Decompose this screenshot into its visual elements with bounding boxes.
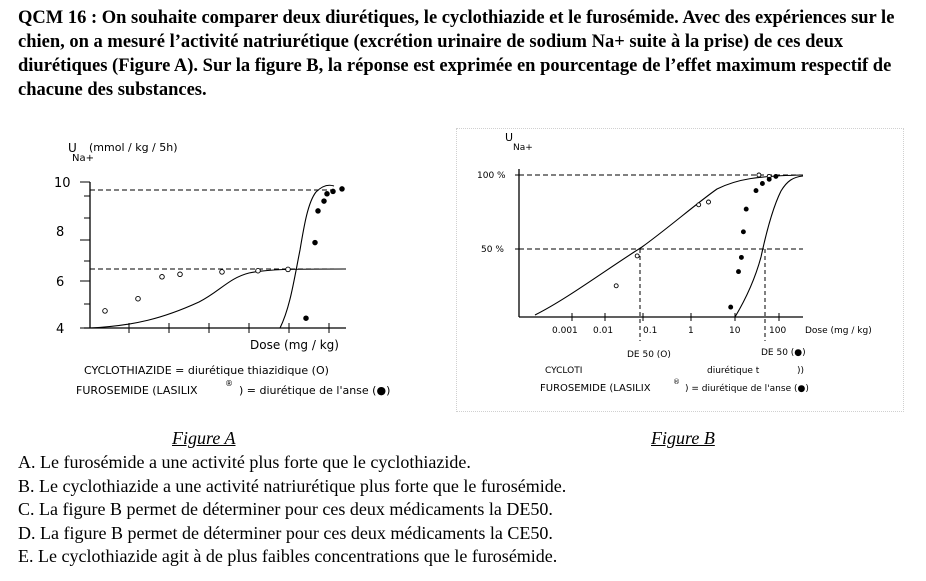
figure-b-y-sub: Na+	[513, 143, 533, 153]
figure-b-points	[614, 173, 778, 309]
figure-b-point-cyclothiazide-2	[697, 203, 701, 207]
figure-b-point-furosemide-5	[754, 189, 758, 193]
figure-a-y-label: U	[68, 141, 77, 155]
figure-a-point-cyclothiazide-1	[136, 296, 141, 301]
figure-b-xtick-100: 100	[769, 326, 787, 336]
figure-b-curve-furosemide	[735, 176, 803, 317]
figure-b-point-cyclothiazide-1	[635, 254, 639, 258]
figure-b-point-furosemide-4	[744, 207, 748, 211]
figure-a-curve-furosemide	[280, 185, 334, 328]
figure-b-y-label: U	[505, 131, 514, 144]
figure-b-chart	[457, 129, 903, 411]
figure-a-ytick-8: 8	[56, 225, 65, 240]
figure-b	[456, 128, 904, 412]
figure-b-point-furosemide-7	[767, 177, 771, 181]
figure-a-point-furosemide-1	[313, 240, 318, 245]
figure-b-de50-cyclo-label: DE 50 (O)	[627, 350, 671, 360]
figure-b-legend-reg: ®	[673, 378, 680, 386]
figure-b-point-cyclothiazide-3	[707, 200, 711, 204]
figure-b-point-furosemide-8	[774, 174, 778, 178]
answer-d[interactable]: D. La figure B permet de déterminer pour ces deux médicaments la CE50.	[18, 522, 553, 543]
figure-a-ytick-10: 10	[54, 176, 71, 191]
figure-a-y-unit: (mmol / kg / 5h)	[89, 141, 178, 154]
answer-b[interactable]: B. Le cyclothiazide a une activité natriurétique plus forte que le furosémide.	[18, 475, 567, 496]
figure-a-legend-2a: FUROSEMIDE (LASILIX	[76, 384, 198, 397]
figure-b-axes	[515, 169, 803, 321]
figure-a-point-furosemide-4	[325, 192, 330, 197]
figure-b-legend-2b: ) = diurétique de l'anse (●)	[685, 384, 809, 394]
figure-a-point-cyclothiazide-0	[103, 309, 108, 314]
figure-b-point-cyclothiazide-4	[757, 173, 761, 177]
answer-c[interactable]: C. La figure B permet de déterminer pour ces deux médicaments la DE50.	[18, 499, 553, 519]
figure-b-point-furosemide-2	[739, 255, 743, 259]
answer-e[interactable]: E. Le cyclothiazide agit à de plus faibles concentrations que le furosémide.	[18, 546, 558, 566]
figure-a-axes	[80, 182, 346, 333]
figure-b-xtick-10: 10	[729, 326, 741, 336]
figure-a-point-cyclothiazide-4	[220, 270, 225, 275]
figure-b-ytick-100: 100 %	[477, 171, 506, 181]
figure-a-point-cyclothiazide-6	[286, 267, 291, 272]
figure-a-point-furosemide-6	[340, 187, 345, 192]
figure-b-legend-1c: ))	[797, 366, 805, 376]
figure-a-chart	[14, 130, 436, 412]
answer-list	[18, 451, 566, 569]
figure-a-point-furosemide-0	[304, 316, 309, 321]
figure-b-point-furosemide-3	[741, 230, 745, 234]
figure-a-ytick-6: 6	[56, 275, 65, 290]
figure-a-point-furosemide-5	[331, 189, 336, 194]
figure-b-caption: Figure B	[651, 428, 715, 448]
figure-b-legend-1b: diurétique t	[707, 366, 760, 376]
figure-a-legend-1: CYCLOTHIAZIDE = diurétique thiazidique (O)	[84, 364, 329, 377]
question-text: QCM 16 : On souhaite comparer deux diurétiques, le cyclothiazide et le furosémide. Avec des expériences sur le chien, on a mesuré l’activité natriurétique (excrétion urinaire de sodium Na+ suite à la prise) de ces deux diurétiques (Figure A). Sur la figure B, la réponse est exprimée en pourcentage de l’effet maximum respectif de chacune des substances.	[18, 8, 895, 100]
figure-a-point-furosemide-2	[316, 209, 321, 214]
figure-b-de50-furo-label: DE 50 (●)	[761, 348, 806, 358]
figure-a-point-cyclothiazide-5	[256, 268, 261, 273]
figure-b-xtick-0.1: 0.1	[643, 326, 658, 336]
figure-b-xtick-1: 1	[688, 326, 694, 336]
figure-a-point-cyclothiazide-3	[178, 272, 183, 277]
figure-a-caption: Figure A	[172, 428, 236, 448]
figure-b-xtick-0.001: 0.001	[552, 326, 578, 336]
figure-a-x-label: Dose (mg / kg)	[250, 338, 339, 352]
figure-a-y-sub: Na+	[72, 153, 94, 164]
answer-a[interactable]: A. Le furosémide a une activité plus forte que le cyclothiazide.	[18, 452, 471, 472]
figure-b-point-furosemide-6	[760, 182, 764, 186]
figure-a-ytick-4: 4	[56, 322, 65, 337]
figure-a-point-cyclothiazide-2	[160, 275, 165, 280]
figure-a-point-furosemide-3	[322, 199, 327, 204]
figure-b-curve-cyclothiazide	[535, 175, 803, 315]
figure-b-point-cyclothiazide-0	[614, 284, 618, 288]
figure-b-x-label: Dose (mg / kg)	[805, 326, 872, 336]
figure-a	[14, 130, 436, 412]
figure-b-point-furosemide-1	[737, 270, 741, 274]
figure-a-points	[103, 187, 345, 321]
figure-a-legend-reg: ®	[225, 379, 233, 388]
figure-b-legend-1a: CYCLOTI	[545, 366, 583, 376]
figure-b-xtick-0.01: 0.01	[593, 326, 614, 336]
figure-b-point-furosemide-0	[729, 305, 733, 309]
figure-b-ytick-50: 50 %	[481, 245, 504, 255]
figure-a-legend-2b: ) = diurétique de l'anse (●)	[239, 384, 391, 397]
figure-b-legend-2a: FUROSEMIDE (LASILIX	[540, 383, 651, 394]
